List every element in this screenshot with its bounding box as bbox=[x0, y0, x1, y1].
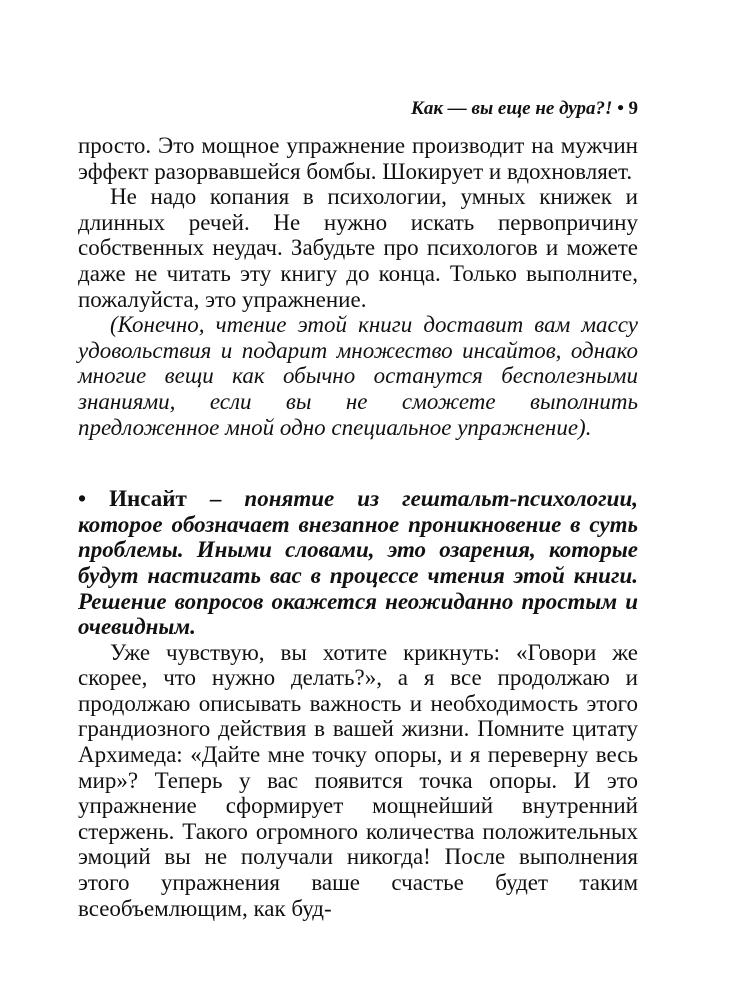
definition-callout bbox=[78, 486, 638, 640]
section-gap bbox=[78, 440, 638, 486]
running-head-separator: • bbox=[617, 98, 624, 119]
running-head bbox=[411, 98, 638, 120]
paragraph-continuation: просто. Это мощное упражнение производит на мужчин эффект разорвавшейся бомбы. Шокирует и вдохновляет. bbox=[78, 133, 638, 184]
page-number: 9 bbox=[628, 98, 638, 119]
body-text bbox=[78, 133, 638, 921]
callout-term: • Инсайт – bbox=[78, 486, 222, 512]
paragraph: Не надо копания в психологии, умных книжек и длинных речей. Не нужно искать первопричину собственных неудач. Забудьте про психологов и можете даже не читать эту книгу до конца. Только выполните, пожалуйста, это упражнение. bbox=[78, 184, 638, 312]
callout-text: понятие из гештальт-психологии, которое обозначает внезапное проникновение в суть проблемы. Иными словами, это озарения, которые будут настигать вас в процессе чтения этой книги. Решение вопросов окажется неожиданно простым и очевидным. bbox=[78, 486, 638, 640]
paragraph: Уже чувствую, вы хотите крикнуть: «Говори же скорее, что нужно делать?», а я все продолжаю и продолжаю описывать важность и необходимость этого грандиозного действия в вашей жизни. Помните цитату Архимеда: «Дайте мне точку опоры, и я переверну весь мир»? Теперь у вас появится точка опоры. И это упражнение сформирует мощнейший внутренний стержень. Такого огромного количества положительных эмоций вы не получали никогда! После выполнения этого упражнения ваше счастье будет таким всеобъемлющим, как буд- bbox=[78, 639, 638, 921]
paragraph-italic-aside: (Конечно, чтение этой книги доставит вам массу удовольствия и подарит множество инсайтов, однако многие вещи как обычно останутся бесполезными знаниями, если вы не сможете выполнить предложенное мной одно специальное упражнение). bbox=[78, 312, 638, 440]
running-head-title: Как — вы еще не дура?! bbox=[410, 98, 613, 119]
